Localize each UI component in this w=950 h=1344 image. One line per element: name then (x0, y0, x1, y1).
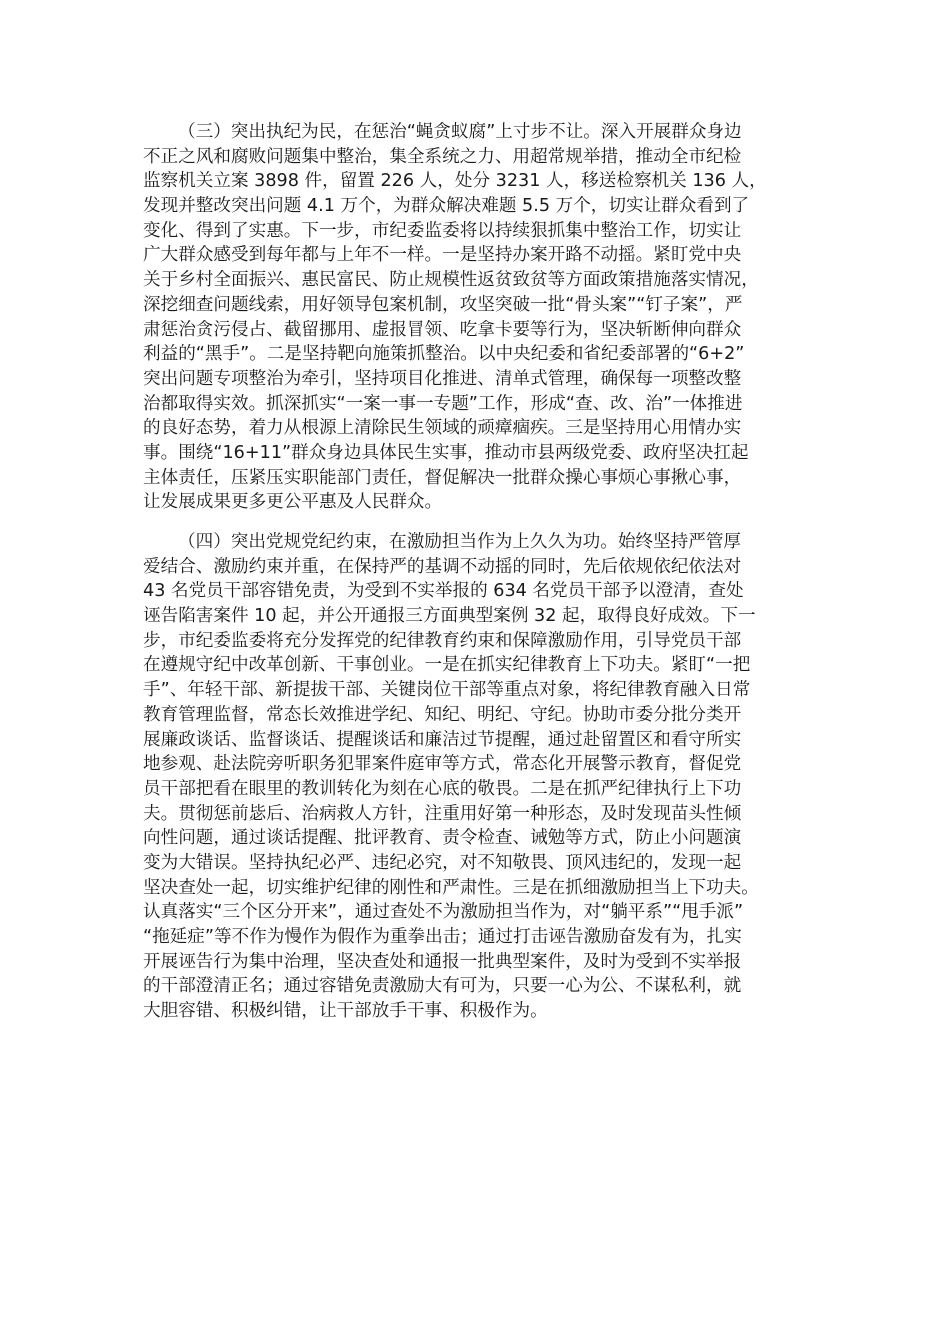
paragraph-line: 在遵规守纪中改革创新、干事创业。一是在抓实纪律教育上下功夫。紧盯“一把 (143, 655, 751, 676)
paragraph-line: 地参观、赴法院旁听职务犯罪案件庭审等方式，常态化开展警示教育，督促党 (143, 754, 742, 775)
paragraph-line: “拖延症”等不作为慢作为假作为重拳出击；通过打击诬告激励奋发有为，扎实 (143, 927, 742, 947)
paragraph-line: 认真落实“三个区分开来”，通过查处不为激励担当作为，对“躺平系”“甩手派” (143, 902, 744, 923)
paragraph-line: 利益的“黑手”。二是坚持靶向施策抓整治。以中央纪委和省纪委部署的“6+2” (143, 344, 745, 365)
paragraph-line: 不正之风和腐败问题集中整治，集全系统之力、用超常规举措，推动全市纪检 (143, 146, 742, 167)
paragraph-line: 深挖细查问题线索，用好领导包案机制，攻坚突破一批“骨头案”“钉子案”，严 (143, 294, 743, 315)
paragraph-line: 变为大错误。坚持执纪必严、违纪必究，对不知敬畏、顶风违纪的，发现一起 (143, 852, 742, 873)
paragraph-line: （三）突出执纪为民，在惩治“蝇贪蚁腐”上寸步不让。深入开展群众身边 (178, 122, 742, 142)
paragraph-section-three (143, 120, 813, 515)
paragraph-line: 主体责任，压紧压实职能部门责任，督促解决一批群众操心事烦心事揪心事， (143, 467, 742, 488)
paragraph-line: 肃惩治贪污侵占、截留挪用、虚报冒领、吃拿卡要等行为，坚决斩断伸向群众 (143, 319, 742, 340)
paragraph-line: 大胆容错、积极纠错，让干部放手干事、积极作为。 (143, 1001, 548, 1022)
paragraph-line: 爱结合、激励约束并重，在保持严的基调不动摇的同时，先后依规依纪依法对 (143, 556, 742, 577)
paragraph-line: 夫。贯彻惩前毖后、治病救人方针，注重用好第一种形态，及时发现苗头性倾 (143, 803, 742, 824)
paragraph-line: 让发展成果更多更公平惠及人民群众。 (143, 492, 443, 513)
paragraph-line: 突出问题专项整治为牵引，坚持项目化推进、清单式管理，确保每一项整改整 (143, 368, 742, 389)
paragraph-line: 事。围绕“16+11”群众身边具体民生实事，推动市县两级党委、政府坚决扛起 (143, 442, 749, 463)
paragraph-line: 诬告陷害案件 10 起，并公开通报三方面典型案例 32 起，取得良好成效。下一 (143, 606, 756, 627)
paragraph-line: 步，市纪委监委将充分发挥党的纪律教育约束和保障激励作用，引导党员干部 (143, 630, 742, 651)
paragraph-line: 监察机关立案 3898 件，留置 226 人，处分 3231 人，移送检察机关 136 人， (143, 171, 767, 192)
paragraph-line: 43 名党员干部容错免责，为受到不实举报的 634 名党员干部予以澄清，查处 (143, 581, 744, 602)
paragraph-line: 发现并整改突出问题 4.1 万个，为群众解决难题 5.5 万个，切实让群众看到了 (143, 196, 750, 217)
paragraph-line: （四）突出党规党纪约束，在激励担当作为上久久为功。始终坚持严管厚 (178, 532, 742, 552)
paragraph-section-four (143, 530, 813, 1024)
paragraph-line: 员干部把看在眼里的教训转化为刻在心底的敬畏。二是在抓严纪律执行上下功 (143, 778, 742, 799)
paragraph-line: 的干部澄清正名；通过容错免责激励大有可为，只要一心为公、不谋私利，就 (143, 976, 742, 997)
paragraph-line: 关于乡村全面振兴、惠民富民、防止规模性返贫致贫等方面政策措施落实情况， (143, 270, 759, 291)
document-body (143, 120, 813, 1024)
paragraph-line: 的良好态势，着力从根源上清除民生领域的顽瘴痼疾。三是坚持用心用情办实 (143, 418, 742, 439)
paragraph-line: 展廉政谈话、监督谈话、提醒谈话和廉洁过节提醒，通过赴留置区和看守所实 (143, 729, 742, 750)
paragraph-spacer (143, 515, 813, 530)
paragraph-line: 治都取得实效。抓深抓实“一案一事一专题”工作，形成“查、改、治”一体推进 (143, 393, 743, 414)
paragraph-line: 开展诬告行为集中治理，坚决查处和通报一批典型案件，及时为受到不实举报 (143, 951, 742, 972)
paragraph-line: 向性问题，通过谈话提醒、批评教育、责令检查、诫勉等方式，防止小问题演 (143, 828, 742, 849)
paragraph-line: 变化、得到了实惠。下一步，市纪委监委将以持续狠抓集中整治工作，切实让 (143, 220, 742, 241)
paragraph-line: 坚决查处一起，切实维护纪律的刚性和严肃性。三是在抓细激励担当上下功夫。 (143, 877, 759, 898)
paragraph-line: 手”、年轻干部、新提拔干部、关键岗位干部等重点对象，将纪律教育融入日常 (143, 680, 751, 701)
paragraph-line: 教育管理监督，常态长效推进学纪、知纪、明纪、守纪。协助市委分批分类开 (143, 704, 742, 725)
paragraph-line: 广大群众感受到每年都与上年不一样。一是坚持办案开路不动摇。紧盯党中央 (143, 245, 742, 266)
